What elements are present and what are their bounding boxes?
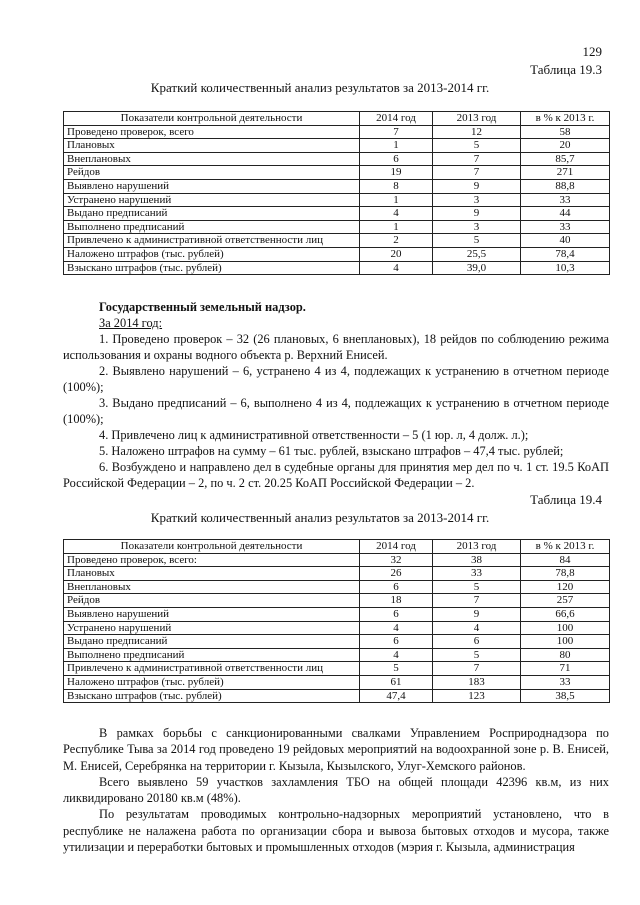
table-row [64,179,610,193]
indicator-cell: Выдано предписаний [64,635,360,649]
indicator-cell: Устранено нарушений [64,621,360,635]
value-cell: 78,4 [521,247,610,261]
indicator-cell: Наложено штрафов (тыс. рублей) [64,675,360,689]
indicator-cell: Внеплановых [64,580,360,594]
value-cell: 4 [360,207,433,221]
column-header: 2014 год [360,540,433,554]
list-item: 2. Выявлено нарушений – 6, устранено 4 из 4, подлежащих к устранению в отчетном периоде (100%); [63,364,609,394]
indicator-cell: Выполнено предписаний [64,220,360,234]
value-cell: 9 [433,179,521,193]
value-cell: 271 [521,166,610,180]
value-cell: 61 [360,675,433,689]
column-header: в % к 2013 г. [521,540,610,554]
value-cell: 6 [360,580,433,594]
column-header: 2014 год [360,112,433,126]
value-cell: 4 [360,648,433,662]
value-cell: 18 [360,594,433,608]
table-row [64,166,610,180]
value-cell: 3 [433,220,521,234]
section-items [63,331,609,491]
indicator-cell: Проведено проверок, всего: [64,553,360,567]
indicator-cell: Выдано предписаний [64,207,360,221]
value-cell: 2 [360,234,433,248]
column-header: Показатели контрольной деятельности [64,540,360,554]
indicator-cell: Рейдов [64,594,360,608]
value-cell: 6 [360,635,433,649]
value-cell: 33 [521,193,610,207]
value-cell: 1 [360,220,433,234]
indicator-cell: Плановых [64,567,360,581]
value-cell: 25,5 [433,247,521,261]
indicator-cell: Выполнено предписаний [64,648,360,662]
indicator-cell: Выявлено нарушений [64,179,360,193]
value-cell: 5 [433,648,521,662]
column-header: 2013 год [433,112,521,126]
value-cell: 40 [521,234,610,248]
value-cell: 7 [433,594,521,608]
paragraph: По результатам проводимых контрольно-надзорных мероприятий установлено, что в республике не налажена работа по организации сбора и вывоза бытовых отходов и мусора, также утилизации и переработки бытовых и промышленных отходов (мэрия г. Кызыла, администрация [63,807,609,855]
table-row [64,553,610,567]
table-title-19-3: Краткий количественный анализ результатов за 2013-2014 гг. [150,80,490,95]
paragraph: Всего выявлено 59 участков захламления ТБО на общей площади 42396 кв.м, из них ликвидировано 20180 кв.м (48%). [63,774,609,806]
page-number: 129 [582,44,602,59]
value-cell: 20 [521,139,610,153]
indicator-cell: Выявлено нарушений [64,607,360,621]
value-cell: 88,8 [521,179,610,193]
value-cell: 4 [433,621,521,635]
table-row [64,193,610,207]
value-cell: 1 [360,193,433,207]
value-cell: 6 [433,635,521,649]
paragraph: В рамках борьбы с санкционированными свалками Управлением Росприроднадзора по Республике Тыва за 2014 год проведено 19 рейдовых мероприятий на водоохранной зоне р. В. Енисей, М. Енисей, Серебрянка на территории г. Кызыла, Кызылского, Улуг-Хемского районов. [63,726,609,773]
value-cell: 19 [360,166,433,180]
value-cell: 4 [360,261,433,275]
section-heading: Государственный земельный надзор. [99,300,306,314]
value-cell: 85,7 [521,152,610,166]
value-cell: 9 [433,607,521,621]
table-row [64,621,610,635]
value-cell: 33 [433,567,521,581]
value-cell: 38 [433,553,521,567]
table-header [64,112,610,126]
table-row [64,635,610,649]
value-cell: 4 [360,621,433,635]
value-cell: 1 [360,139,433,153]
indicator-cell: Привлечено к административной ответственности лиц [64,662,360,676]
table-caption-19-3: Таблица 19.3 [530,62,602,77]
value-cell: 7 [433,662,521,676]
value-cell: 32 [360,553,433,567]
value-cell: 7 [360,125,433,139]
value-cell: 7 [433,166,521,180]
header-row [64,540,610,554]
value-cell: 5 [360,662,433,676]
value-cell: 20 [360,247,433,261]
list-item: 4. Привлечено лиц к административной ответственности – 5 (1 юр. л, 4 долж. л.); [99,428,529,442]
value-cell: 26 [360,567,433,581]
table-row [64,207,610,221]
table-row [64,125,610,139]
table-row [64,594,610,608]
value-cell: 38,5 [521,689,610,703]
value-cell: 257 [521,594,610,608]
indicator-cell: Устранено нарушений [64,193,360,207]
body-text [63,725,609,855]
value-cell: 123 [433,689,521,703]
table-body [64,553,610,703]
table-row [64,607,610,621]
value-cell: 6 [360,152,433,166]
value-cell: 66,6 [521,607,610,621]
value-cell: 6 [360,607,433,621]
table-body [64,125,610,275]
table-row [64,675,610,689]
table-row [64,648,610,662]
table-row [64,139,610,153]
indicator-cell: Привлечено к административной ответственности лиц [64,234,360,248]
column-header: в % к 2013 г. [521,112,610,126]
column-header: Показатели контрольной деятельности [64,112,360,126]
value-cell: 7 [433,152,521,166]
indicator-cell: Наложено штрафов (тыс. рублей) [64,247,360,261]
value-cell: 100 [521,635,610,649]
value-cell: 71 [521,662,610,676]
table-row [64,689,610,703]
table-row [64,662,610,676]
results-table-19-4 [63,539,610,703]
section-subheading: За 2014 год: [99,316,163,330]
value-cell: 47,4 [360,689,433,703]
value-cell: 120 [521,580,610,594]
table-row [64,261,610,275]
indicator-cell: Взыскано штрафов (тыс. рублей) [64,261,360,275]
results-table-19-3 [63,111,610,275]
table-header [64,540,610,554]
table-row [64,152,610,166]
value-cell: 3 [433,193,521,207]
list-item: 5. Наложено штрафов на сумму – 61 тыс. рублей, взыскано штрафов – 47,4 тыс. рублей; [99,444,564,458]
value-cell: 33 [521,220,610,234]
list-item: 6. Возбуждено и направлено дел в судебные органы для принятия мер дел по ч. 1 ст. 19.5 КоАП Российской Федерации – 2, по ч. 2 ст. 20.25 КоАП Российской Федерации – 2. [63,460,609,490]
table-row [64,220,610,234]
value-cell: 8 [360,179,433,193]
header-row [64,112,610,126]
value-cell: 84 [521,553,610,567]
value-cell: 183 [433,675,521,689]
list-item: 1. Проведено проверок – 32 (26 плановых, 6 внеплановых), 18 рейдов по соблюдению режима использования и охраны водного объекта р. Верхний Енисей. [63,332,609,362]
indicator-cell: Плановых [64,139,360,153]
land-supervision-section [63,299,609,491]
value-cell: 100 [521,621,610,635]
value-cell: 33 [521,675,610,689]
indicator-cell: Рейдов [64,166,360,180]
value-cell: 12 [433,125,521,139]
value-cell: 58 [521,125,610,139]
table-title-19-4: Краткий количественный анализ результатов за 2013-2014 гг. [150,510,490,525]
value-cell: 9 [433,207,521,221]
indicator-cell: Внеплановых [64,152,360,166]
value-cell: 44 [521,207,610,221]
value-cell: 5 [433,139,521,153]
column-header: 2013 год [433,540,521,554]
list-item: 3. Выдано предписаний – 6, выполнено 4 из 4, подлежащих к устранению в отчетном периоде (100%); [63,396,609,426]
value-cell: 80 [521,648,610,662]
indicator-cell: Взыскано штрафов (тыс. рублей) [64,689,360,703]
value-cell: 5 [433,234,521,248]
value-cell: 39,0 [433,261,521,275]
value-cell: 5 [433,580,521,594]
table-row [64,247,610,261]
value-cell: 78,8 [521,567,610,581]
table-row [64,580,610,594]
value-cell: 10,3 [521,261,610,275]
table-row [64,234,610,248]
table-row [64,567,610,581]
table-caption-19-4: Таблица 19.4 [530,492,602,507]
indicator-cell: Проведено проверок, всего [64,125,360,139]
